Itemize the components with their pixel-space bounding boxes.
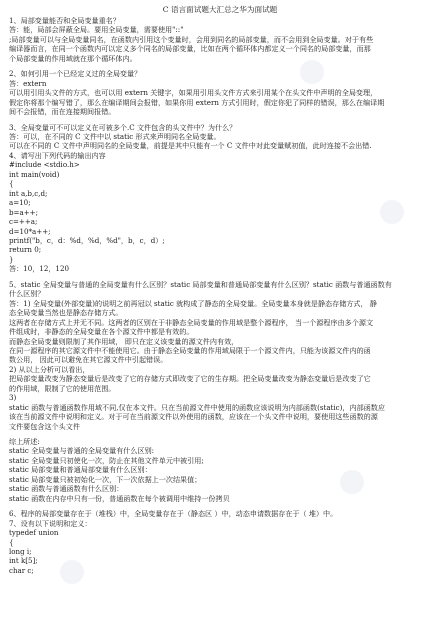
text-line: int main(void) xyxy=(9,169,60,179)
text-line: 答：10，12，120 xyxy=(9,264,69,274)
document-body xyxy=(9,16,431,575)
text-line: return 0; xyxy=(9,245,42,255)
text-line: 2) 从以上分析可以看出， xyxy=(9,364,90,374)
text-line: 该在当前源文件中说明和定义。对于可在当前源文件以外使用的函数，应该在一个头文件中说明，要使用这些函数的源 xyxy=(9,412,378,422)
text-line: 答：1) 全局变量(外部变量)的说明之前再冠以 static 就构成了静态的全局变量。全局变量本身就是静态存储方式， 静 xyxy=(9,298,377,308)
text-line: { xyxy=(9,179,14,189)
text-line: 5、static 全局变量与普通的全局变量有什么区别？static 局部变量和普通局部变量有什么区别？static 函数与普通函数有 xyxy=(9,279,392,289)
text-line: 可以用引用头文件的方式，也可以用 extern 关键字，如果用引用头文件方式来引用某个在头文件中声明的全局变理， xyxy=(9,88,378,98)
text-line: 答：extern xyxy=(9,78,47,88)
text-line: } xyxy=(9,254,14,264)
text-line: b=a++; xyxy=(9,207,38,217)
text-line: d=10*a++; xyxy=(9,226,51,236)
document-title: C 语言面试题大汇总之华为面试题 xyxy=(162,5,278,14)
text-line: 间不会报错，而在连接期间报错。 xyxy=(9,107,116,117)
text-line: long i; xyxy=(9,547,32,557)
text-line: 答：可以，在不同的 C 文件中以 static 形式来声明同名全局变量。 xyxy=(9,131,221,141)
text-line: 4、请写出下列代码的输出内容 xyxy=(9,150,106,160)
text-line: int k[5]; xyxy=(9,556,38,566)
text-line: 可以在不同的 C 文件中声明同名的全局变量，前提是其中只能有一个 C 文件中对此变量赋初值，此时连接不会出错. xyxy=(9,141,372,151)
text-line: 什么区别？ xyxy=(9,289,45,299)
text-line: 编译器而言，在同一个函数内可以定义多个同名的局部变量，比如在两个循环体内都定义一个同名的局部变量，而那 xyxy=(9,44,371,54)
text-line: typedef union xyxy=(9,528,59,538)
text-line: 这两者在存储方式上并无不同。这两者的区别在于非静态全局变量的作用域是整个源程序， 当一个源程序由多个源文 xyxy=(9,317,374,327)
text-line: 2、如何引用一个已经定义过的全局变量？ xyxy=(9,69,142,79)
text-line: char c; xyxy=(9,565,34,575)
text-line: c=++a; xyxy=(9,217,38,227)
text-line: 综上所述: xyxy=(9,437,40,447)
text-line: 假定你将那个编写错了，那么在编译期间会报错，如果你用 extern 方式引用时，假定你犯了同样的错误，那么在编译期 xyxy=(9,97,385,107)
text-line: 在同一源程序的其它源文件中不能使用它。由于静态全局变量的作用域局限于一个源文件内，只能为该源文件内的函 xyxy=(9,345,371,355)
text-line: #include <stdio.h> xyxy=(9,160,80,170)
text-line: static 局部变量只被初始化一次，下一次依据上一次结果值； xyxy=(9,474,202,484)
text-line: 答：能，局部会屏蔽全局。要用全局变量，需要使用"::" xyxy=(9,25,184,35)
text-line: 而静态全局变量则限制了其作用域， 即只在定义该变量的源文件内有效， xyxy=(9,336,239,346)
text-line: 的作用域，限制了它的使用范围。 xyxy=(9,383,116,393)
text-line: static 全局变量与普通的全局变量有什么区别: xyxy=(9,446,155,456)
text-line: 数公用， 因此可以避免在其它源文件中引起错误。 xyxy=(9,355,168,365)
text-line: static 函数与普通函数有什么区别： xyxy=(9,484,124,494)
text-line: int a,b,c,d; xyxy=(9,188,48,198)
text-line: 文件要包含这个头文件 xyxy=(9,421,80,431)
text-line: printf("b，c，d：%d，%d，%d"，b，c，d）; xyxy=(9,235,165,245)
text-line: 把局部变量改变为静态变量后是改变了它的存储方式即改变了它的生存期。把全局变量改变为静态变量后是改变了它 xyxy=(9,374,371,384)
text-line: static 全局变量只初使化一次，防止在其他文件单元中被引用; xyxy=(9,455,204,465)
text-line: 1、局部变量能否和全局变量重名？ xyxy=(9,16,120,25)
text-line: static 函数在内存中只有一份，普通函数在每个被调用中维持一份拷贝 xyxy=(9,493,230,503)
text-line: 6、程序的局部变量存在于（堆栈）中，全局变量存在于（静态区 ）中，动态申请数据存在于（ 堆）中。 xyxy=(9,509,338,519)
text-line: ;局部变量可以与全局变量同名，在函数内引用这个变量时，会用到同名的局部变量，而不会用到全局变量。对于有些 xyxy=(9,34,374,44)
text-line: 件组成时，非静态的全局变量在各个源文件中都是有效的。 xyxy=(9,327,194,337)
text-line: 个局部变量的作用域就在那个循环体内。 xyxy=(9,53,137,63)
text-line: 7、设有以下说明和定义： xyxy=(9,518,92,528)
text-line: { xyxy=(9,537,14,547)
text-line: a=10; xyxy=(9,198,31,208)
text-line: 3) xyxy=(9,393,17,403)
text-line: 3、全局变量可不可以定义在可被多个.C 文件包含的头文件中？为什么？ xyxy=(9,122,237,132)
text-line: static 函数与普通函数作用域不同,仅在本文件。只在当前源文件中使用的函数应该说明为内部函数(static)，内部函数应 xyxy=(9,402,385,412)
text-line: static 局部变量和普通局部变量有什么区别： xyxy=(9,465,152,475)
text-line: 态全局变量当然也是静态存储方式。 xyxy=(9,308,123,318)
